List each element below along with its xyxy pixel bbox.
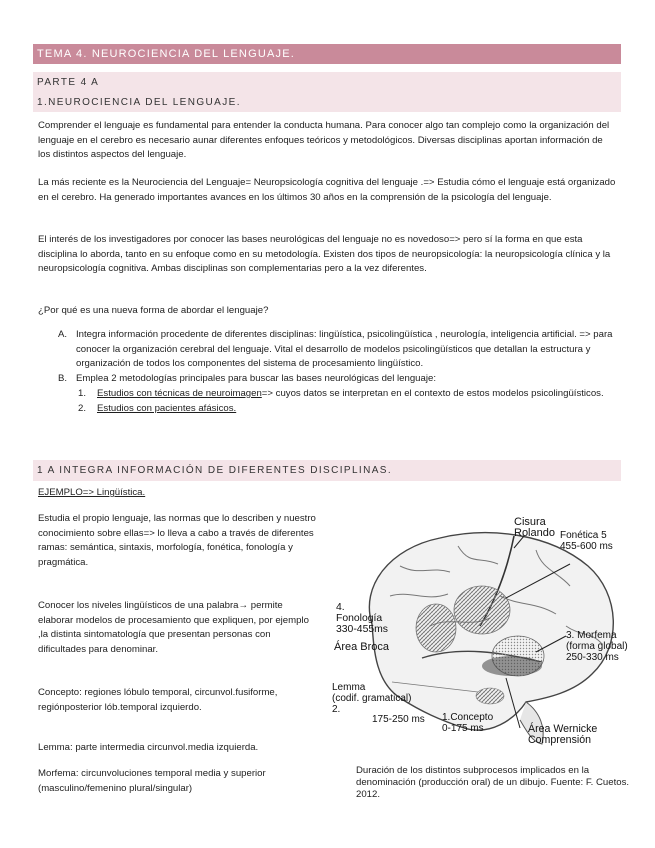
fonetica-label: Fonética 5 455-600 ms <box>560 530 613 552</box>
wernicke-area-label: Área Wernicke Comprensión <box>528 723 598 746</box>
linguistics-paragraph: Estudia el propio lenguaje, las normas que lo describen y nuestro conocimiento sobre ellas=> lo lleva a cabo a través de diferentes ramas: semántica, sintaxis, morfología, fonética, fonología y pragmática. <box>38 513 316 569</box>
part-label: PARTE 4 A <box>37 77 100 88</box>
cisura-rolando-label: Cisura Rolando <box>514 516 555 539</box>
sublist-item-2 <box>38 402 618 417</box>
paragraph-2: La más reciente es la Neurociencia del Lenguaje= Neuropsicología cognitiva del lenguaje .=> Estudia cómo el lenguaje está organizado en el cerebro. Ha generado importantes avances en los últimos 30 años en la comprensión de la psicología del lenguaje. <box>38 177 616 203</box>
section-2-header <box>33 460 621 481</box>
list-marker: 1. <box>78 387 87 399</box>
list-item-a <box>38 328 618 372</box>
methods-list <box>38 328 618 416</box>
word-levels-paragraph: Conocer los niveles lingüísticos de una palabra→ permite elaborar modelos de procesamiento que expliquen, por ejemplo ,la distinta sintomatología que presentan personas con dificultades para denominar. <box>38 600 309 656</box>
paragraph-1: Comprender el lenguaje es fundamental para entender la conducta humana. Para conocer algo tan complejo como la organización del lenguaje en el cerebro es necesario aunar diferentes enfoques teóricos y metodológicos. Diversas disciplinas aportan información de los distintos aspectos del lenguaje. <box>38 120 610 161</box>
neuroimaging-studies-text: Estudios con técnicas de neuroimagen <box>97 387 262 399</box>
lemma-duration: 175-250 ms <box>372 714 425 725</box>
sublist-item-1 <box>38 387 618 402</box>
brain-figure <box>330 506 640 806</box>
list-item-text: Integra información procedente de diferentes disciplinas: lingüística, psicolingüística , neurología, inteligencia artificial. => para conocer la organización cerebral del lenguaje. Vital el desarrollo de modelos psicolingüísticos que detallan la estructura y organización de todos los componentes del sistema de procesamiento lingüístico. <box>76 329 613 370</box>
concepto-label: 1.Concepto 0-175 ms <box>442 712 494 734</box>
morpheme-paragraph: Morfema: circunvoluciones temporal media y superior (masculino/femenino plural/singular) <box>38 768 266 794</box>
concept-paragraph: Concepto: regiones lóbulo temporal, circunvol.fusiforme, regiónposterior lób.temporal izquierdo. <box>38 687 278 713</box>
broca-area-label: Área Broca <box>334 641 390 653</box>
lemma-paragraph: Lemma: parte intermedia circunvol.media izquierda. <box>38 742 259 753</box>
page-title: TEMA 4. NEUROCIENCIA DEL LENGUAJE. <box>37 48 296 60</box>
list-marker: B. <box>58 373 68 385</box>
example-label: EJEMPLO=> Lingüística. <box>38 487 146 498</box>
list-item-text: => cuyos datos se interpretan en el contexto de estos modelos psicolingüísticos. <box>261 387 604 399</box>
list-item-text: Emplea 2 metodologías principales para buscar las bases neurológicas del lenguaje: <box>76 373 436 385</box>
question-paragraph: ¿Por qué es una nueva forma de abordar el lenguaje? <box>38 305 269 316</box>
fonologia-label: 4. Fonología 330-455ms <box>336 602 388 635</box>
section-2-title: 1 A INTEGRA INFORMACIÓN DE DIFERENTES DISCIPLINAS. <box>37 465 393 476</box>
figure-caption: Duración de los distintos subprocesos implicados en la denominación (producción oral) de un dibujo. Fuente: F. Cuetos. 2012. <box>356 765 630 800</box>
part-header <box>33 72 621 112</box>
aphasic-patients-text: Estudios con pacientes afásicos. <box>97 402 237 414</box>
page-title-bar <box>33 44 621 64</box>
list-marker: 2. <box>78 402 87 414</box>
list-item-b <box>38 372 618 387</box>
paragraph-3: El interés de los investigadores por conocer las bases neurológicas del lenguaje no es novedoso=> pero sí la forma en que esta disciplina lo aborda, tanto en su enfoque como en su metodología. Existen dos tipos de neuropsicología: la neuropsicología clínica y la neuropsicología cognitiva. Ambas disciplinas son complementarias pero a la vez diferentes. <box>38 234 611 275</box>
list-marker: A. <box>58 329 68 340</box>
section-heading: 1.NEUROCIENCIA DEL LENGUAJE. <box>37 97 241 108</box>
lemma-label: Lemma (codif. gramatical) 2. <box>332 682 412 715</box>
morfema-label: 3. Morfema (forma global) 250-330 ms <box>566 630 628 663</box>
